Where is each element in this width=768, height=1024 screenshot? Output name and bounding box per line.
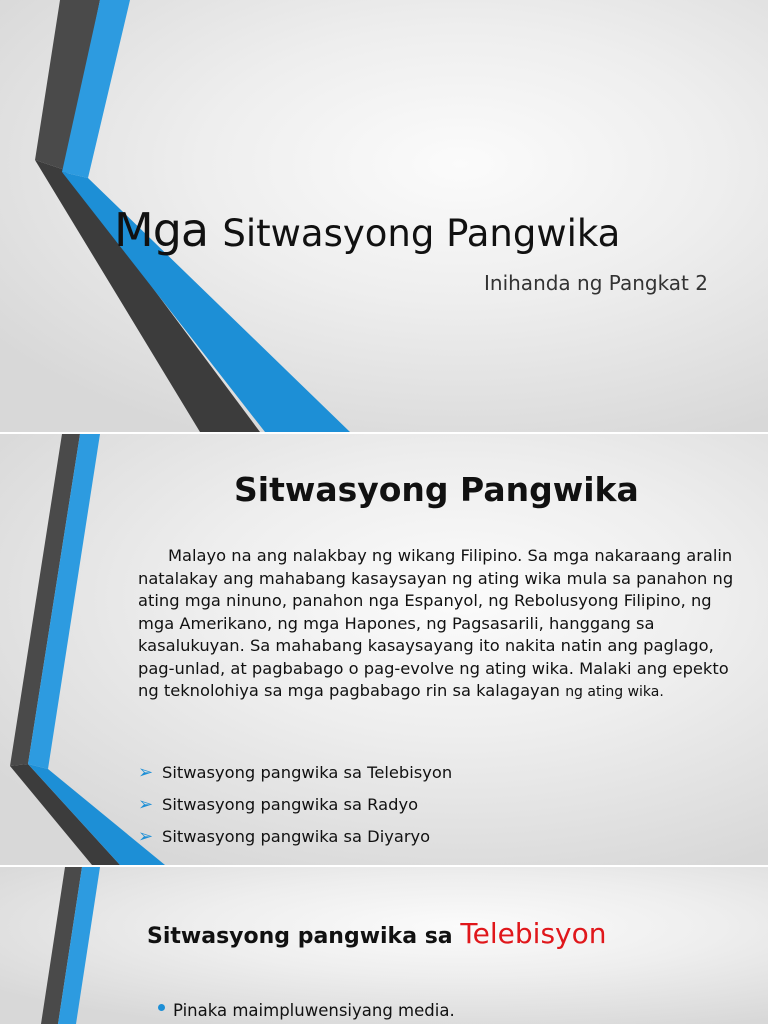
presentation-subtitle: Inihanda ng Pangkat 2 xyxy=(484,271,708,295)
arrow-right-icon: ➢ xyxy=(138,762,154,783)
list-item: Pinaka maimpluwensiyang media. xyxy=(173,1001,455,1020)
arrow-right-icon: ➢ xyxy=(138,794,154,815)
slide-telebisyon xyxy=(0,867,768,1024)
slide-title xyxy=(0,0,768,432)
topic-list xyxy=(138,763,452,859)
dot-icon xyxy=(158,1004,165,1011)
slide-title: Sitwasyong pangwika sa Telebisyon xyxy=(147,917,607,950)
intro-paragraph: Malayo na ang nalakbay ng wikang Filipino. Sa mga nakaraang aralin natalakay ang mahabang kasaysayan ng ating wika mula sa panahon ng ating mga ninuno, panahon nga Espanyol, ng Rebolusyong Filipino, ng mga Amerikano, ng mga Hapones, ng Pagsasarili, hanggang sa kasalukuyan. Sa mahabang kasaysayang ito nakita natin ang paglago, pag-unlad, at pagbabago o pag-evolve ng ating wika. Malaki ang epekto ng teknolohiya sa mga pagbabago rin sa kalagayan ng ating wika. xyxy=(138,546,734,700)
presentation-title: Mga Sitwasyong Pangwika xyxy=(114,203,621,257)
arrow-right-icon: ➢ xyxy=(138,826,154,847)
slide-intro xyxy=(0,434,768,865)
list-item: ➢ Sitwasyong pangwika sa Telebisyon xyxy=(138,762,453,783)
list-item: ➢ Sitwasyong pangwika sa Radyo xyxy=(138,794,419,815)
list-item: ➢ Sitwasyong pangwika sa Diyaryo xyxy=(138,826,431,847)
slide-title: Sitwasyong Pangwika xyxy=(234,470,639,509)
